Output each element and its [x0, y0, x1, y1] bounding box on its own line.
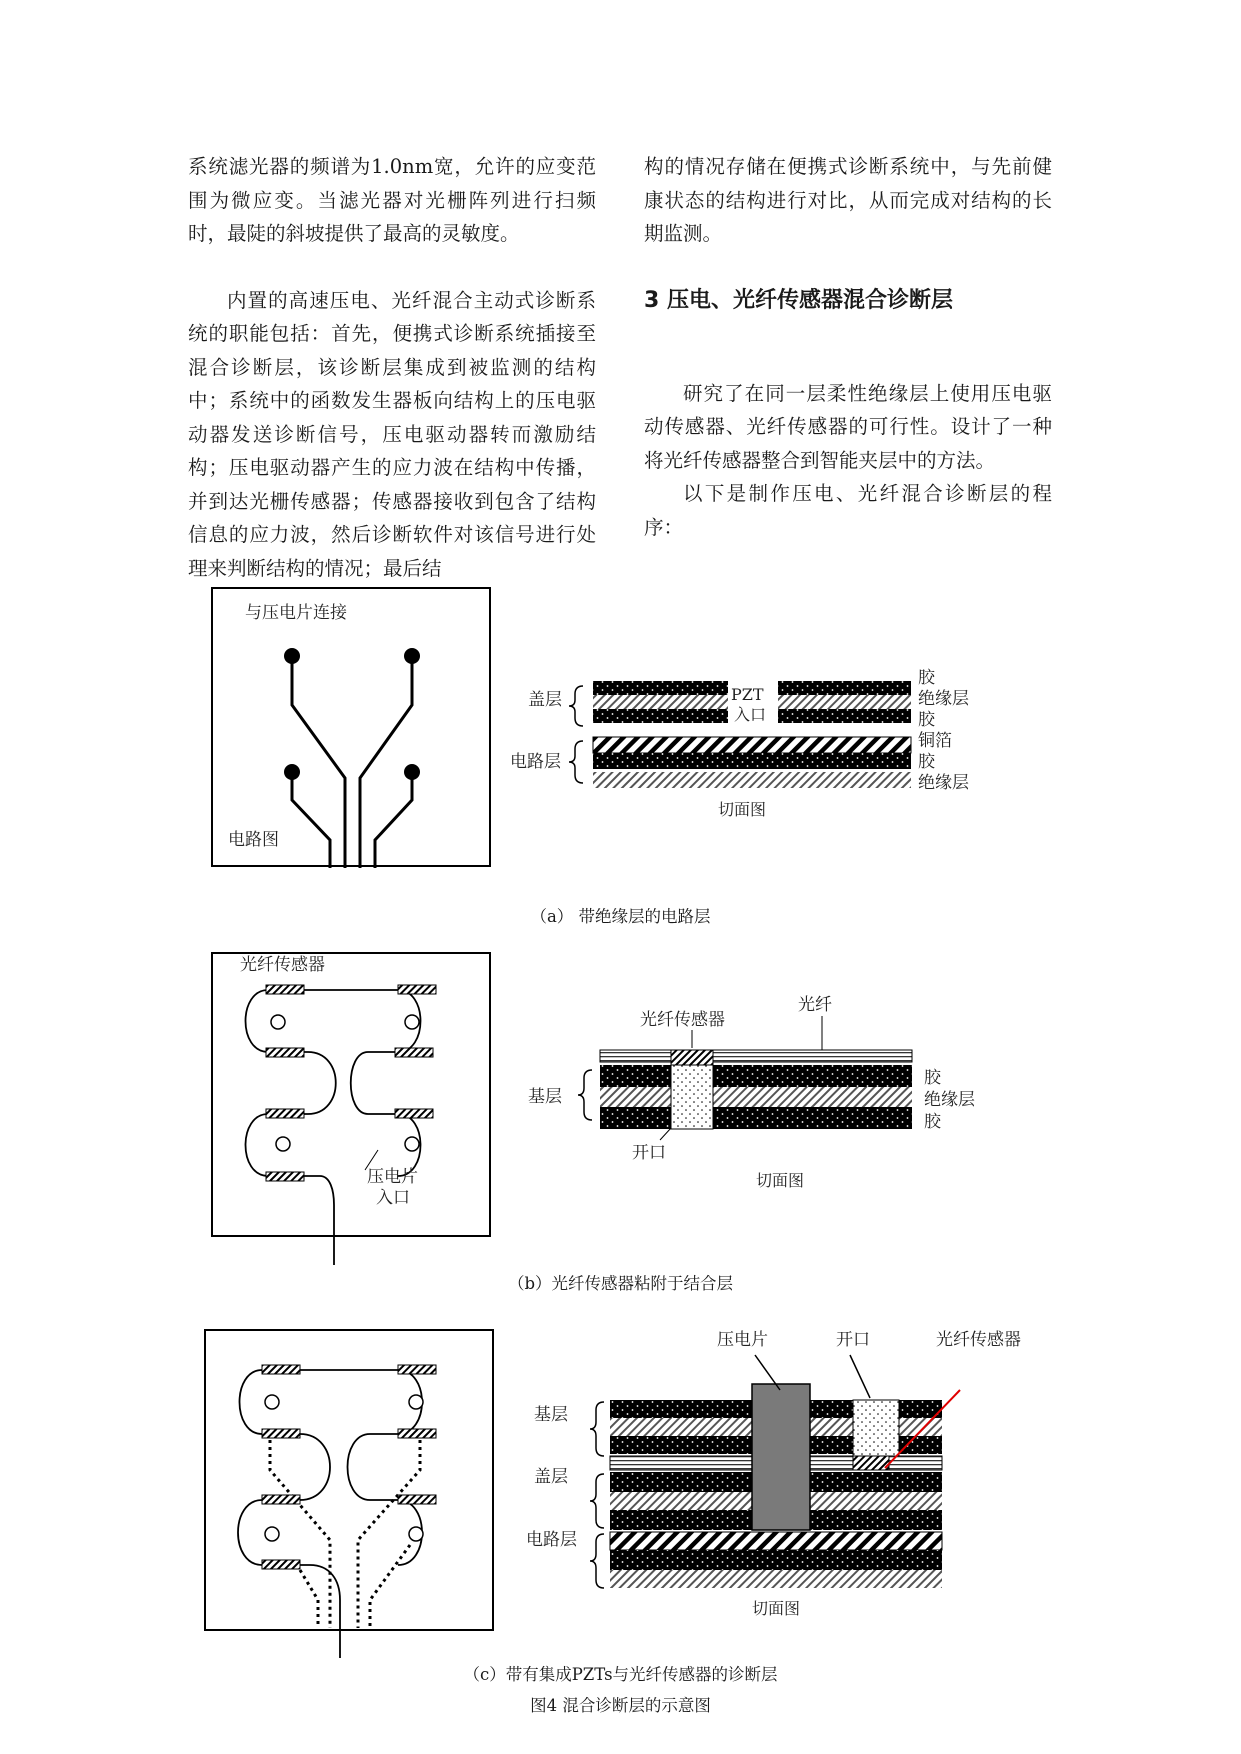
circuit-traces	[292, 656, 412, 868]
brace	[590, 1534, 604, 1588]
layer-label: 胶	[924, 1068, 941, 1088]
figure-b-cross-section	[528, 995, 975, 1190]
figure-a-caption: （a） 带绝缘层的电路层	[530, 907, 711, 926]
figure-a-cross-section	[510, 668, 969, 819]
figure-b-sensor-label: 光纤传感器	[240, 955, 325, 975]
figure-c-cross-section	[526, 1330, 1021, 1618]
figure-c-section-label: 切面图	[752, 1599, 801, 1618]
left-paragraph-2: 内置的高速压电、光纤混合主动式诊断系统的职能包括：首先，便携式诊断系统插接至混合诊断层，该诊断层集成到被监测的结构中；系统中的函数发生器板向结构上的压电驱动器发送诊断信号，压电驱动器转而激励结构；压电驱动器产生的应力波在结构中传播，并到达光栅传感器；传感器接收到包含了结构信息的应力波，然后诊断软件对该信号进行处理来判断结构的情况；最后结	[188, 288, 596, 580]
figure-b-pzt-label-1: 压电片	[367, 1167, 418, 1187]
figure-c-caption: （c）带有集成PZTs与光纤传感器的诊断层	[463, 1665, 778, 1684]
pzt-openings	[271, 1015, 419, 1151]
left-paragraph-1: 系统滤光器的频谱为1.0nm宽，允许的应变范围为微应变。当滤光器对光栅阵列进行扫频时，最陡的斜坡提供了最高的灵敏度。	[188, 155, 596, 245]
layer-label: 绝缘层	[918, 689, 969, 709]
figure-b-section-label: 切面图	[756, 1171, 805, 1190]
figure-a-cover-layer-label: 盖层	[528, 690, 562, 710]
figure-b-base-layer-label: 基层	[528, 1087, 562, 1107]
figure-c-layout	[205, 1330, 493, 1658]
section-heading: 3 压电、光纤传感器混合诊断层	[644, 287, 953, 313]
brace	[569, 741, 583, 783]
optical-fiber-path	[246, 990, 421, 1265]
layer-label: 胶	[924, 1112, 941, 1132]
layer-label: 胶	[918, 752, 935, 772]
figure-a	[212, 588, 969, 868]
figure-c-sensor-label: 光纤传感器	[936, 1330, 1021, 1350]
fiber-label: 光纤	[798, 995, 832, 1015]
pzt-element	[752, 1384, 810, 1530]
layer-label: 绝缘层	[918, 773, 969, 793]
layer-label: 胶	[918, 668, 935, 688]
layer-label: 绝缘层	[924, 1090, 975, 1110]
right-paragraph-3: 以下是制作压电、光纤混合诊断层的程序：	[644, 482, 1052, 539]
figure-c-circuit-layer-label: 电路层	[526, 1530, 577, 1550]
figure-c-pzt-label: 压电片	[717, 1330, 768, 1350]
brace	[590, 1402, 604, 1456]
figure-b-sensor-callout: 光纤传感器	[640, 1010, 725, 1030]
right-paragraph-1: 构的情况存储在便携式诊断系统中，与先前健康状态的结构进行对比，从而完成对结构的长期监测。	[644, 155, 1052, 245]
figure-c-base-layer-label: 基层	[534, 1405, 568, 1425]
pzt-entry-label-2: 入口	[734, 705, 767, 724]
layer-label: 铜箔	[918, 731, 952, 751]
pzt-entry-label-1: PZT	[731, 685, 764, 704]
figure-a-circuit-layer-label: 电路层	[510, 752, 561, 772]
pzt-openings	[265, 1395, 423, 1541]
figure-title: 图4 混合诊断层的示意图	[530, 1696, 711, 1715]
layer-label: 胶	[918, 710, 935, 730]
pzt-pads	[284, 648, 420, 780]
figure-b-caption: （b）光纤传感器粘附于结合层	[507, 1274, 734, 1293]
figure-c	[205, 1330, 1021, 1658]
figure-b-fiber-layout	[212, 953, 490, 1265]
figure-a-section-label: 切面图	[718, 800, 767, 819]
figure-c-cover-layer-label: 盖层	[534, 1467, 568, 1487]
brace	[569, 686, 583, 726]
figure-b	[212, 953, 975, 1265]
brace	[578, 1070, 592, 1120]
figure-b-opening-label: 开口	[632, 1143, 666, 1163]
figure-a-circuit-diagram	[212, 588, 490, 868]
brace	[590, 1474, 604, 1528]
dotted-circuit-traces	[270, 1440, 420, 1628]
figure-a-circuit-label: 电路图	[228, 830, 279, 850]
right-paragraph-2: 研究了在同一层柔性绝缘层上使用压电驱动传感器、光纤传感器的可行性。设计了一种将光纤传感器整合到智能夹层中的方法。	[644, 381, 1052, 472]
figure-b-pzt-label-2: 入口	[376, 1188, 410, 1208]
figure-a-top-label: 与压电片连接	[245, 603, 347, 623]
figure-c-opening-label: 开口	[836, 1330, 870, 1350]
